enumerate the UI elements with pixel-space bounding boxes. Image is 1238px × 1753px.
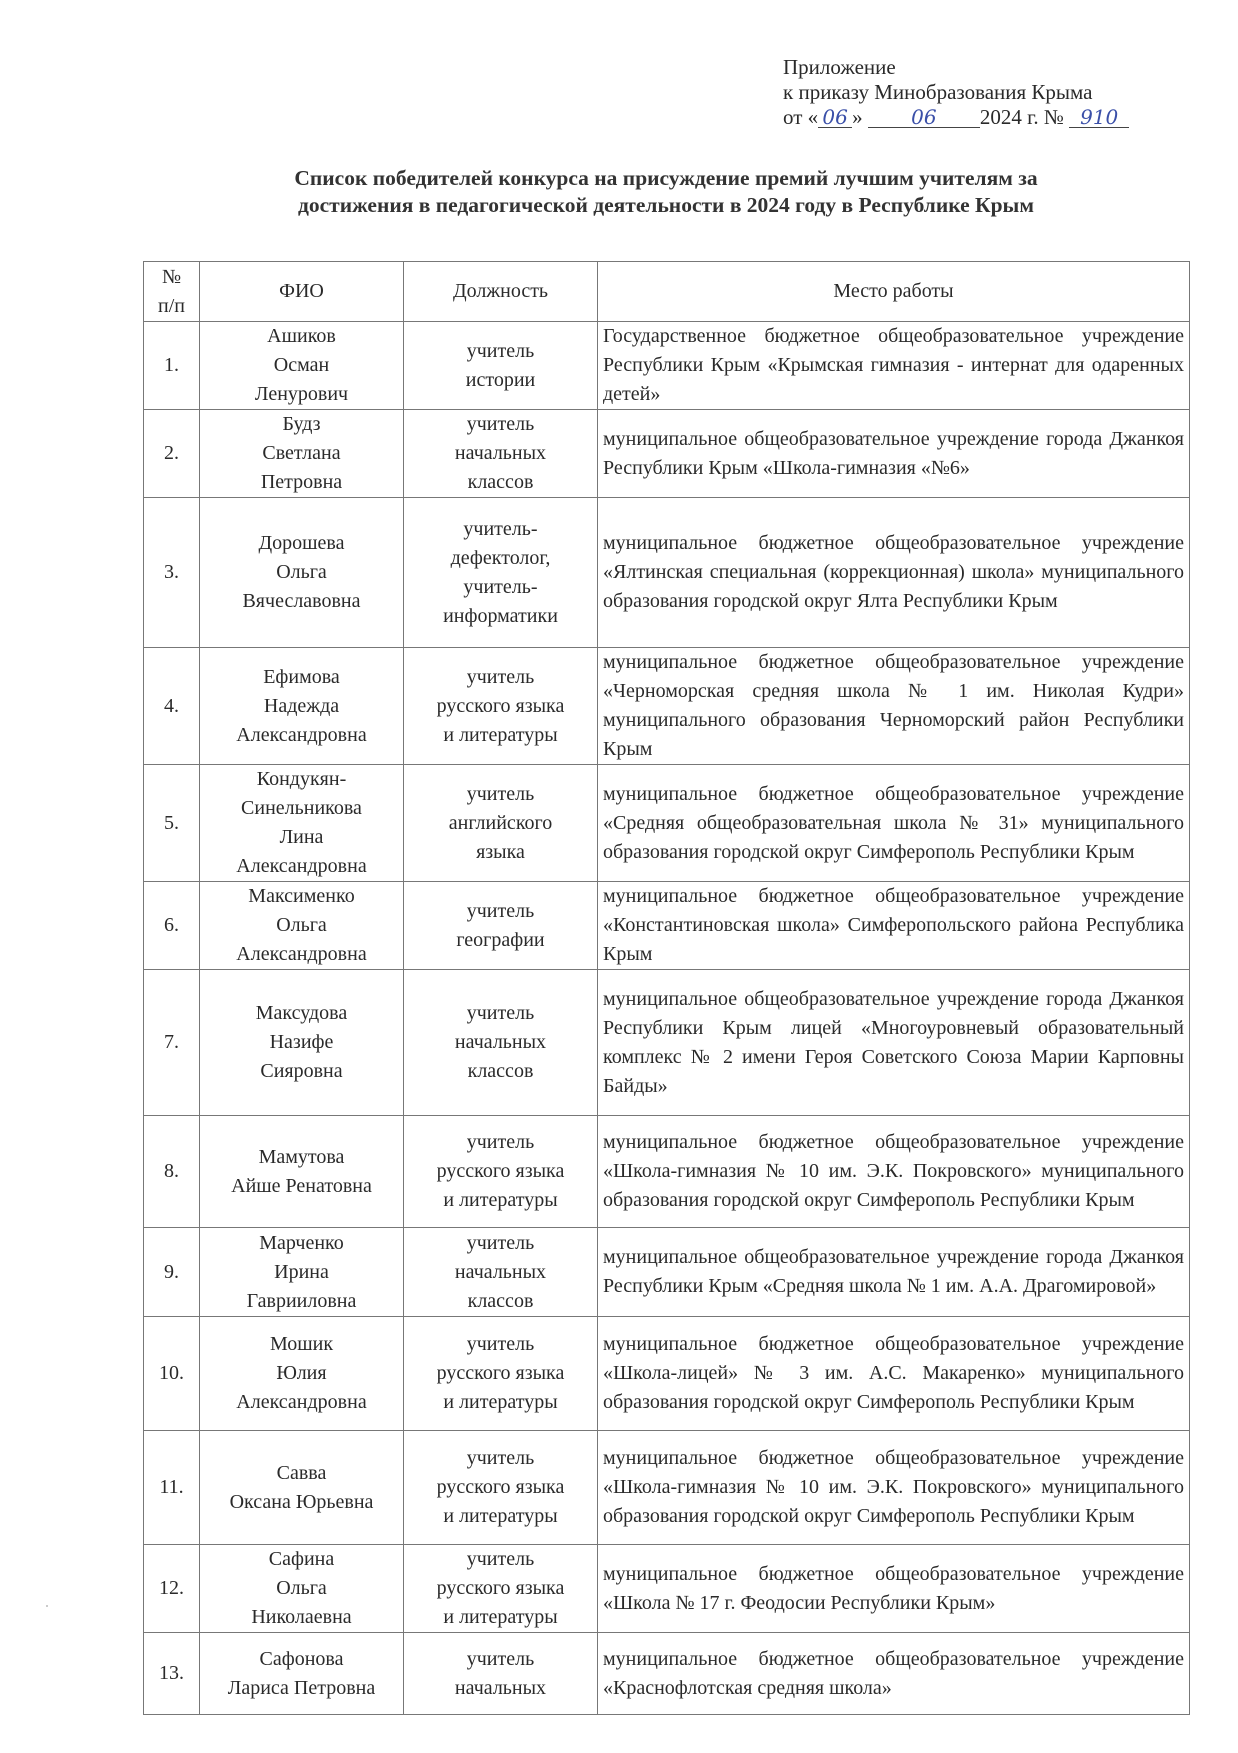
table-header-row bbox=[144, 262, 1190, 322]
fio-line: Будз bbox=[282, 413, 321, 435]
row-position bbox=[404, 1633, 598, 1715]
fio-line: Марченко bbox=[259, 1231, 344, 1254]
row-fio bbox=[200, 882, 404, 970]
handwritten-month: 06 bbox=[868, 107, 980, 128]
appendix-order-date-number bbox=[783, 105, 1129, 130]
row-workplace: муниципальное бюджетное общеобразовательное учреждение «Школа № 17 г. Феодосии Республики Крым» bbox=[598, 1545, 1190, 1633]
row-workplace: муниципальное бюджетное общеобразовательное учреждение «Школа-гимназия № 10 им. Э.К. Покровского» муниципального образования городской округ Симферополь Республики Крым bbox=[598, 1431, 1190, 1545]
position-line: и литературы bbox=[443, 1189, 558, 1211]
fio-line: Вячеславовна bbox=[242, 590, 361, 612]
table-row bbox=[144, 1116, 1190, 1228]
fio-line: Ефимова bbox=[263, 665, 340, 688]
fio-line: Кондукян- bbox=[256, 768, 347, 790]
position-line: учитель- bbox=[463, 517, 538, 540]
row-position bbox=[404, 1545, 598, 1633]
fio-line: Александровна bbox=[236, 943, 367, 965]
table-row bbox=[144, 765, 1190, 882]
row-workplace: муниципальное бюджетное общеобразовательное учреждение «Средняя общеобразовательная школа № 31» муниципального образования городской округ Симферополь Республики Крым bbox=[598, 765, 1190, 882]
row-position bbox=[404, 1228, 598, 1317]
position-line: русского языка bbox=[436, 1160, 565, 1182]
position-line: учитель bbox=[466, 413, 535, 435]
appendix-header bbox=[783, 55, 1129, 130]
fio-line: Максименко bbox=[248, 885, 355, 907]
table-row bbox=[144, 498, 1190, 648]
fio-line: Ольга bbox=[276, 561, 327, 583]
table-row bbox=[144, 1431, 1190, 1545]
row-number: 12. bbox=[144, 1545, 200, 1633]
row-fio bbox=[200, 1633, 404, 1715]
table-row bbox=[144, 322, 1190, 410]
row-number: 11. bbox=[144, 1431, 200, 1545]
position-line: информатики bbox=[443, 604, 558, 627]
title-line-2: достижения в педагогической деятельности в 2024 году в Республике Крым bbox=[298, 193, 1034, 217]
position-line: учитель bbox=[466, 899, 535, 922]
row-workplace: муниципальное бюджетное общеобразовательное учреждение «Краснофлотская средняя школа» bbox=[598, 1633, 1190, 1715]
position-line: учитель bbox=[466, 1002, 535, 1024]
row-workplace: муниципальное бюджетное общеобразовательное учреждение «Константиновская школа» Симферопольского района Республика Крым bbox=[598, 882, 1190, 970]
position-line: учитель bbox=[466, 1131, 535, 1153]
row-fio bbox=[200, 648, 404, 765]
appendix-label: Приложение bbox=[783, 55, 896, 79]
position-line: и литературы bbox=[443, 1391, 558, 1413]
fio-line: Оксана Юрьевна bbox=[229, 1490, 374, 1513]
fio-line: Гаврииловна bbox=[246, 1289, 357, 1312]
position-line: начальных bbox=[454, 1260, 547, 1283]
table-row bbox=[144, 1633, 1190, 1715]
table-row bbox=[144, 1545, 1190, 1633]
fio-line: Ольга bbox=[276, 1577, 327, 1599]
fio-line: Ирина bbox=[274, 1260, 329, 1283]
table-row bbox=[144, 970, 1190, 1116]
position-line: начальных bbox=[454, 1031, 547, 1053]
row-position bbox=[404, 1317, 598, 1431]
position-line: и литературы bbox=[443, 1606, 558, 1628]
row-number: 13. bbox=[144, 1633, 200, 1715]
header-workplace: Место работы bbox=[598, 262, 1190, 322]
row-position bbox=[404, 765, 598, 882]
winners-table bbox=[143, 261, 1190, 1715]
row-workplace: муниципальное общеобразовательное учреждение города Джанкоя Республики Крым «Школа-гимназия «№6» bbox=[598, 410, 1190, 498]
position-line: русского языка bbox=[436, 1362, 565, 1384]
row-workplace: муниципальное бюджетное общеобразовательное учреждение «Черноморская средняя школа № 1 им. Николая Кудри» муниципального образования Черноморский район Республики Крым bbox=[598, 648, 1190, 765]
fio-line: Сияровна bbox=[260, 1060, 343, 1082]
row-number: 9. bbox=[144, 1228, 200, 1317]
fio-line: Юлия bbox=[276, 1362, 327, 1384]
table-row bbox=[144, 648, 1190, 765]
fio-line: Мамутова bbox=[258, 1145, 345, 1168]
position-line: учитель bbox=[466, 1447, 535, 1469]
fio-line: Николаевна bbox=[251, 1606, 352, 1628]
fio-line: Светлана bbox=[262, 442, 341, 464]
fio-line: Айше Ренатовна bbox=[231, 1174, 372, 1197]
handwritten-day: 06 bbox=[818, 107, 852, 128]
year-and-number-label: 2024 г. № bbox=[979, 105, 1064, 129]
document-title bbox=[143, 165, 1189, 219]
row-position bbox=[404, 882, 598, 970]
appendix-order-reference: к приказу Минобразования Крыма bbox=[783, 80, 1093, 104]
row-fio bbox=[200, 1317, 404, 1431]
row-workplace: Государственное бюджетное общеобразовательное учреждение Республики Крым «Крымская гимназия - интернат для одаренных детей» bbox=[598, 322, 1190, 410]
row-workplace: муниципальное общеобразовательное учреждение города Джанкоя Республики Крым «Средняя школа № 1 им. А.А. Драгомировой» bbox=[598, 1228, 1190, 1317]
position-line: учитель bbox=[466, 339, 535, 362]
fio-line: Назифе bbox=[269, 1031, 334, 1053]
header-position: Должность bbox=[404, 262, 598, 322]
header-number-pp: п/п bbox=[158, 294, 185, 317]
handwritten-order-number: 910 bbox=[1069, 107, 1129, 128]
row-number: 4. bbox=[144, 648, 200, 765]
position-line: русского языка bbox=[436, 1577, 565, 1599]
row-position bbox=[404, 322, 598, 410]
fio-line: Лариса Петровна bbox=[227, 1676, 376, 1699]
position-line: русского языка bbox=[436, 694, 565, 717]
fio-line: Дорошева bbox=[258, 532, 345, 554]
row-number: 6. bbox=[144, 882, 200, 970]
fio-line: Савва bbox=[276, 1461, 327, 1484]
fio-line: Ленурович bbox=[254, 383, 349, 405]
position-line: начальных bbox=[454, 1676, 547, 1699]
position-line: русского языка bbox=[436, 1476, 565, 1498]
row-fio bbox=[200, 1431, 404, 1545]
position-line: учитель bbox=[466, 1548, 535, 1570]
fio-line: Александровна bbox=[236, 855, 367, 877]
fio-line: Ольга bbox=[276, 914, 327, 936]
row-position bbox=[404, 498, 598, 648]
row-position bbox=[404, 648, 598, 765]
fio-line: Синельникова bbox=[241, 797, 362, 819]
header-number bbox=[144, 262, 200, 322]
row-number: 3. bbox=[144, 498, 200, 648]
row-fio bbox=[200, 410, 404, 498]
table-row bbox=[144, 882, 1190, 970]
fio-line: Александровна bbox=[236, 1391, 367, 1413]
scan-speck bbox=[46, 1605, 48, 1607]
header-number-symbol: № bbox=[161, 265, 182, 288]
position-line: классов bbox=[467, 1289, 534, 1312]
position-line: английского bbox=[448, 811, 553, 834]
position-line: истории bbox=[465, 368, 536, 391]
row-position bbox=[404, 410, 598, 498]
position-line: и литературы bbox=[443, 723, 558, 746]
position-line: учитель- bbox=[463, 575, 538, 598]
row-fio bbox=[200, 498, 404, 648]
row-number: 10. bbox=[144, 1317, 200, 1431]
fio-line: Лина bbox=[279, 826, 324, 848]
header-fio: ФИО bbox=[200, 262, 404, 322]
row-workplace: муниципальное бюджетное общеобразовательное учреждение «Ялтинская специальная (коррекционная) школа» муниципального образования городской округ Ялта Республики Крым bbox=[598, 498, 1190, 648]
row-fio bbox=[200, 322, 404, 410]
row-position bbox=[404, 970, 598, 1116]
position-line: дефектолог, bbox=[450, 546, 551, 569]
fio-line: Максудова bbox=[255, 1002, 348, 1024]
fio-line: Александровна bbox=[236, 723, 367, 746]
row-number: 2. bbox=[144, 410, 200, 498]
position-line: языка bbox=[476, 840, 525, 863]
position-line: и литературы bbox=[443, 1505, 558, 1527]
table-row bbox=[144, 1317, 1190, 1431]
position-line: классов bbox=[467, 1060, 534, 1082]
position-line: начальных bbox=[454, 442, 547, 464]
row-fio bbox=[200, 1228, 404, 1317]
fio-line: Сафина bbox=[268, 1548, 335, 1570]
fio-line: Петровна bbox=[260, 471, 343, 493]
row-number: 7. bbox=[144, 970, 200, 1116]
position-line: учитель bbox=[466, 1231, 535, 1254]
table-row bbox=[144, 410, 1190, 498]
date-mid: » bbox=[852, 105, 863, 129]
position-line: учитель bbox=[466, 665, 535, 688]
position-line: учитель bbox=[466, 782, 535, 805]
row-number: 8. bbox=[144, 1116, 200, 1228]
row-position bbox=[404, 1116, 598, 1228]
position-line: классов bbox=[467, 471, 534, 493]
position-line: учитель bbox=[466, 1333, 535, 1355]
fio-line: Сафонова bbox=[259, 1647, 344, 1670]
row-fio bbox=[200, 765, 404, 882]
row-workplace: муниципальное общеобразовательное учреждение города Джанкоя Республики Крым лицей «Многоуровневый образовательный комплекс № 2 имени Героя Советского Союза Марии Карповны Байды» bbox=[598, 970, 1190, 1116]
fio-line: Ашиков bbox=[267, 325, 336, 347]
row-number: 5. bbox=[144, 765, 200, 882]
position-line: географии bbox=[456, 928, 545, 951]
fio-line: Надежда bbox=[263, 694, 340, 717]
row-workplace: муниципальное бюджетное общеобразовательное учреждение «Школа-лицей» № 3 им. А.С. Макаренко» муниципального образования городской округ Симферополь Республики Крым bbox=[598, 1317, 1190, 1431]
date-prefix: от « bbox=[783, 105, 819, 129]
row-fio bbox=[200, 970, 404, 1116]
row-workplace: муниципальное бюджетное общеобразовательное учреждение «Школа-гимназия № 10 им. Э.К. Покровского» муниципального образования городской округ Симферополь Республики Крым bbox=[598, 1116, 1190, 1228]
row-fio bbox=[200, 1116, 404, 1228]
fio-line: Осман bbox=[273, 354, 330, 376]
row-number: 1. bbox=[144, 322, 200, 410]
row-fio bbox=[200, 1545, 404, 1633]
row-position bbox=[404, 1431, 598, 1545]
title-line-1: Список победителей конкурса на присуждение премий лучшим учителям за bbox=[294, 166, 1038, 190]
position-line: учитель bbox=[466, 1647, 535, 1670]
table-row bbox=[144, 1228, 1190, 1317]
fio-line: Мошик bbox=[269, 1333, 334, 1355]
